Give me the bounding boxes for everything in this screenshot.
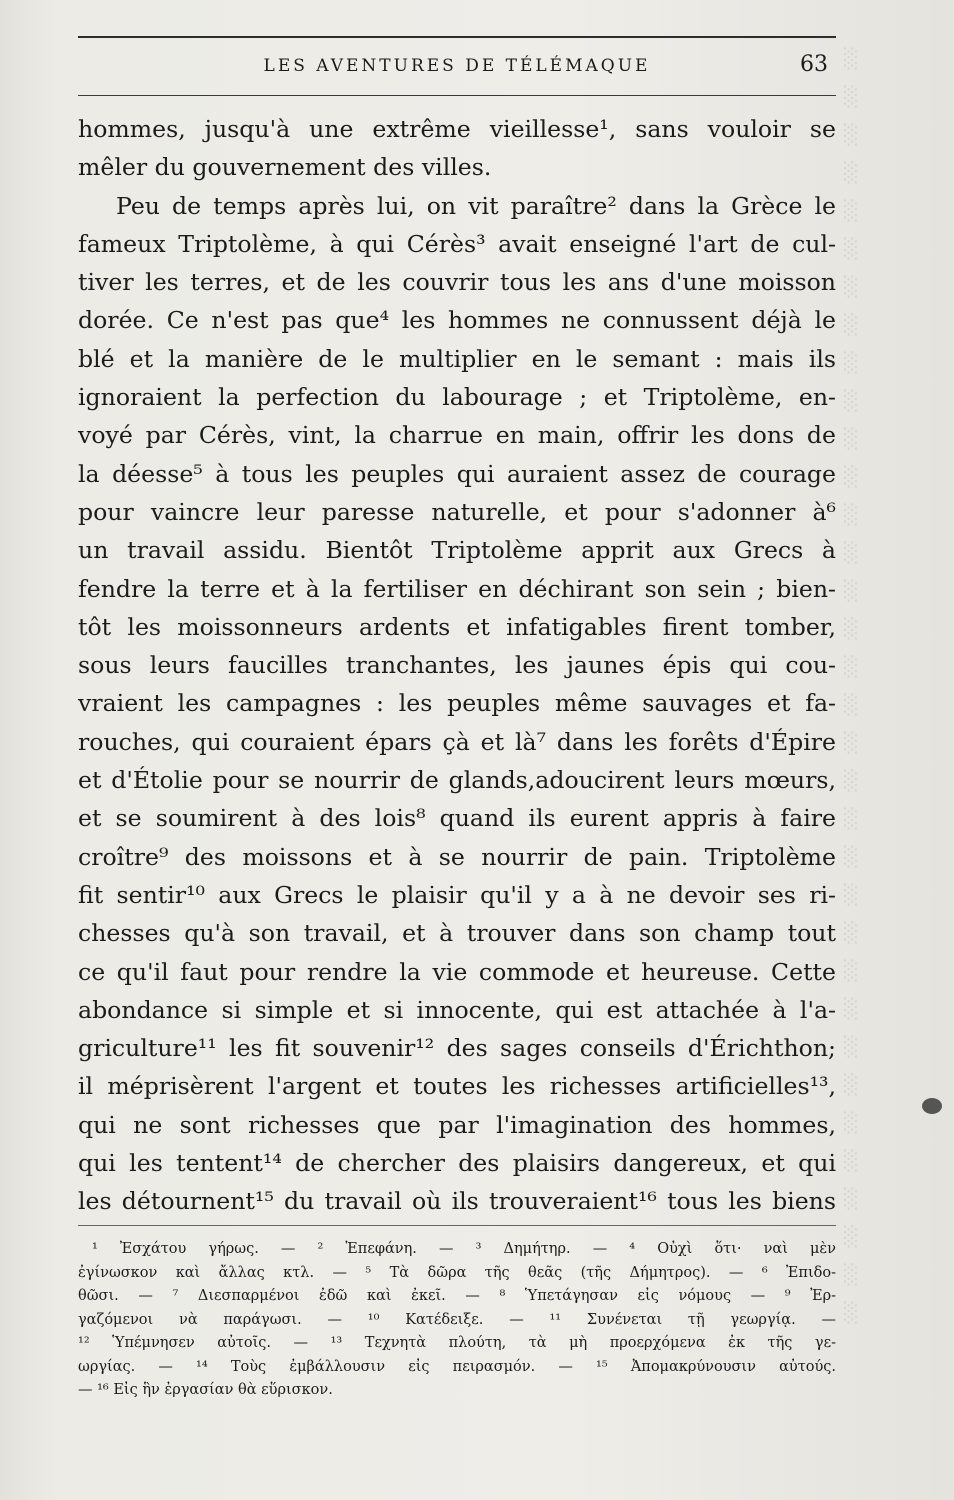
main-text	[78, 110, 836, 1221]
text-line: Peu de temps après lui, on vit paraître² dans la Grèce le	[116, 191, 836, 220]
text-line: dorée. Ce n'est pas que⁴ les hommes ne connussent déjà le	[78, 306, 836, 335]
footnote-line: ἐγίνωσκον καὶ ἄλλας κτλ. — ⁵ Τὰ δῶρα τῆς θεᾶς (τῆς Δήμητρος). — ⁶ Ἐπιδο-	[78, 1264, 836, 1281]
page-number: 63	[800, 52, 828, 77]
text-line: il méprisèrent l'argent et toutes les richesses artificielles¹³,	[78, 1072, 836, 1101]
text-line: les détournent¹⁵ du travail où ils trouveraient¹⁶ tous les biens	[78, 1187, 836, 1216]
text-line: vraient les campagnes : les peuples même sauvages et fa-	[78, 689, 836, 718]
text-line: tôt les moissonneurs ardents et infatigables firent tomber,	[78, 612, 836, 641]
text-line: chesses qu'à son travail, et à trouver dans son champ tout	[78, 919, 836, 948]
text-line: voyé par Cérès, vint, la charrue en main, offrir les dons de	[78, 421, 836, 450]
text-line: fit sentir¹⁰ aux Grecs le plaisir qu'il y a à ne devoir ses ri-	[78, 880, 836, 909]
footnote-line: γαζόμενοι νὰ παράγωσι. — ¹⁰ Κατέδειξε. — ¹¹ Συνένεται τῇ γεωργίᾳ. —	[78, 1311, 836, 1328]
header-rule	[78, 95, 836, 96]
text-line: blé et la manière de le multiplier en le semant : mais ils	[78, 344, 836, 373]
top-rule	[78, 36, 836, 38]
footnote-line: ¹ Ἐσχάτου γήρως. — ² Ἐπεφάνη. — ³ Δημήτηρ. — ⁴ Οὐχὶ ὅτι· ναὶ μὲν	[92, 1241, 836, 1257]
text-line: sous leurs faucilles tranchantes, les jaunes épis qui cou-	[78, 651, 836, 680]
running-header	[78, 50, 836, 84]
footnote-line: ¹² Ὑπέμνησεν αὐτοῖς. — ¹³ Τεχνητὰ πλούτη, τὰ μὴ προερχόμενα ἐκ τῆς γε-	[78, 1335, 836, 1351]
text-line: abondance si simple et si innocente, qui est attachée à l'a-	[78, 995, 836, 1024]
running-title: LES AVENTURES DE TÉLÉMAQUE	[263, 56, 651, 76]
text-line: ignoraient la perfection du labourage ; et Triptolème, en-	[78, 383, 836, 412]
footnote-line: ωργίας. — ¹⁴ Τοὺς ἐμβάλλουσιν εἰς πειρασμόν. — ¹⁵ Ἀπομακρύνουσιν αὐτούς.	[78, 1358, 836, 1375]
text-line: mêler du gouvernement des villes.	[78, 153, 492, 182]
footnote-rule	[78, 1225, 836, 1226]
text-line: qui ne sont richesses que par l'imagination des hommes,	[78, 1110, 836, 1139]
footnote-line: θῶσι. — ⁷ Διεσπαρμένοι ἐδῶ καὶ ἐκεῖ. — ⁸ Ὑπετάγησαν εἰς νόμους — ⁹ Ἐρ-	[78, 1288, 836, 1304]
footnotes	[78, 1238, 836, 1403]
text-line: tiver les terres, et de les couvrir tous les ans d'une moisson	[78, 268, 836, 297]
text-line: fendre la terre et à la fertiliser en déchirant son sein ; bien-	[78, 574, 836, 603]
text-line: rouches, qui couraient épars çà et là⁷ dans les forêts d'Épire	[78, 727, 836, 756]
text-line: ce qu'il faut pour rendre la vie commode et heureuse. Cette	[78, 957, 836, 986]
text-line: et se soumirent à des lois⁸ quand ils eurent appris à faire	[78, 804, 836, 833]
text-line: croître⁹ des moissons et à se nourrir de pain. Triptolème	[78, 842, 836, 871]
text-line: un travail assidu. Bientôt Triptolème apprit aux Grecs à	[78, 536, 836, 565]
ink-blot	[922, 1098, 942, 1114]
text-line: hommes, jusqu'à une extrême vieillesse¹, sans vouloir se	[78, 115, 836, 143]
footnote-line: — ¹⁶ Εἰς ἣν ἐργασίαν θὰ εὕρισκον.	[78, 1382, 333, 1398]
text-line: pour vaincre leur paresse naturelle, et pour s'adonner à⁶	[78, 497, 836, 526]
facing-page-bleed-through: ░ ░ ░ ░ ░ ░ ░ ░ ░ ░ ░ ░ ░ ░ ░ ░ ░ ░ ░ ░ ░ ░ ░ ░ ░ ░ ░ ░ ░ ░ ░ ░ ░ ░	[844, 48, 859, 1324]
text-line: griculture¹¹ les fit souvenir¹² des sages conseils d'Érichthon;	[78, 1034, 836, 1063]
text-line: fameux Triptolème, à qui Cérès³ avait enseigné l'art de cul-	[78, 229, 836, 258]
text-line: et d'Étolie pour se nourrir de glands,adoucirent leurs mœurs,	[78, 766, 836, 795]
text-line: la déesse⁵ à tous les peuples qui auraient assez de courage	[78, 459, 836, 488]
text-line: qui les tentent¹⁴ de chercher des plaisirs dangereux, et qui	[78, 1149, 836, 1178]
